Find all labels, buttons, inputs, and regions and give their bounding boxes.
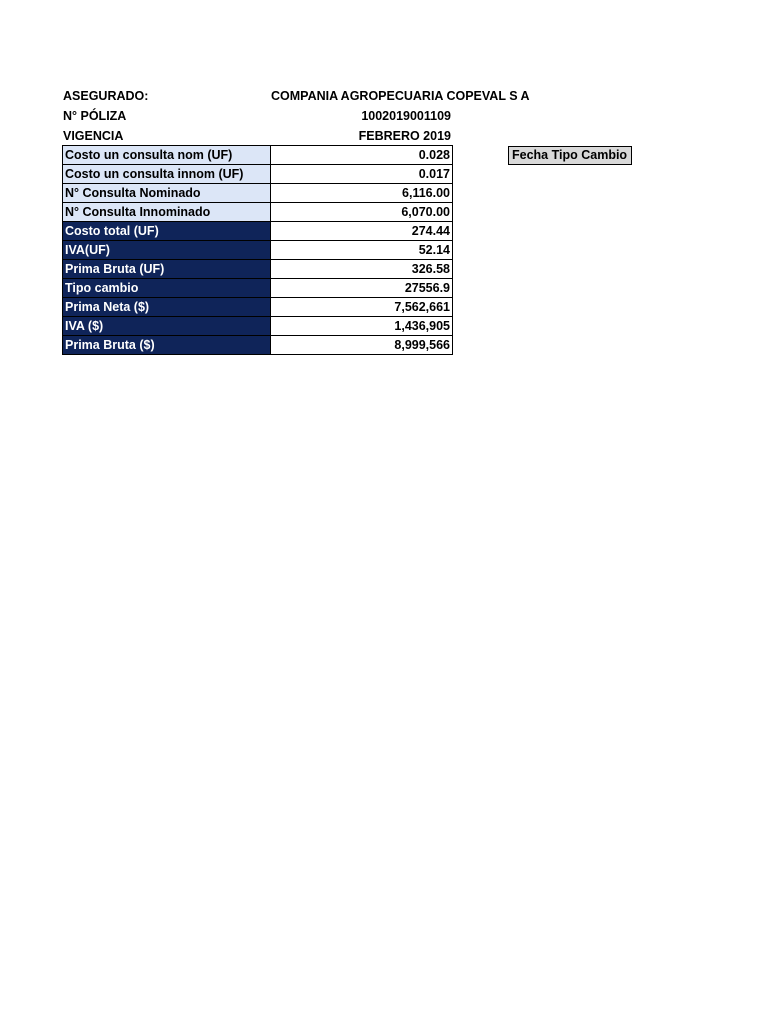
row-label[interactable]: IVA ($)	[63, 317, 271, 336]
row-value[interactable]: 6,116.00	[271, 184, 453, 203]
table-row	[63, 165, 453, 184]
row-value[interactable]: 6,070.00	[271, 203, 453, 222]
table-row	[63, 203, 453, 222]
row-label[interactable]: IVA(UF)	[63, 241, 271, 260]
table-row	[63, 146, 453, 165]
row-value[interactable]: 52.14	[271, 241, 453, 260]
vigencia-row	[63, 126, 453, 146]
row-label[interactable]: Costo un consulta innom (UF)	[63, 165, 271, 184]
row-value[interactable]: 27556.9	[271, 279, 453, 298]
row-label[interactable]: N° Consulta Nominado	[63, 184, 271, 203]
table-row	[63, 317, 453, 336]
row-label[interactable]: Costo un consulta nom (UF)	[63, 146, 271, 165]
poliza-label: N° PÓLIZA	[63, 109, 127, 123]
asegurado-row	[63, 86, 530, 106]
row-label[interactable]: Costo total (UF)	[63, 222, 271, 241]
row-value[interactable]: 274.44	[271, 222, 453, 241]
row-value[interactable]: 8,999,566	[271, 336, 453, 355]
row-label[interactable]: Tipo cambio	[63, 279, 271, 298]
poliza-value: 1002019001109	[361, 109, 451, 123]
asegurado-label: ASEGURADO:	[63, 89, 149, 103]
fecha-tipo-cambio-cell[interactable]: Fecha Tipo Cambio	[508, 146, 632, 165]
row-value[interactable]: 0.017	[271, 165, 453, 184]
vigencia-label: VIGENCIA	[63, 129, 124, 143]
table-row	[63, 336, 453, 355]
table-row	[63, 279, 453, 298]
poliza-row	[63, 106, 453, 126]
table-row	[63, 260, 453, 279]
row-label[interactable]: N° Consulta Innominado	[63, 203, 271, 222]
table-row	[63, 222, 453, 241]
vigencia-value: FEBRERO 2019	[358, 129, 451, 143]
table-row	[63, 184, 453, 203]
row-value[interactable]: 1,436,905	[271, 317, 453, 336]
premium-table	[62, 145, 453, 355]
policy-header	[63, 86, 530, 146]
row-label[interactable]: Prima Neta ($)	[63, 298, 271, 317]
row-label[interactable]: Prima Bruta (UF)	[63, 260, 271, 279]
row-value[interactable]: 326.58	[271, 260, 453, 279]
row-value[interactable]: 0.028	[271, 146, 453, 165]
table-row	[63, 241, 453, 260]
row-value[interactable]: 7,562,661	[271, 298, 453, 317]
table-row	[63, 298, 453, 317]
asegurado-value: COMPANIA AGROPECUARIA COPEVAL S A	[271, 89, 530, 103]
row-label[interactable]: Prima Bruta ($)	[63, 336, 271, 355]
